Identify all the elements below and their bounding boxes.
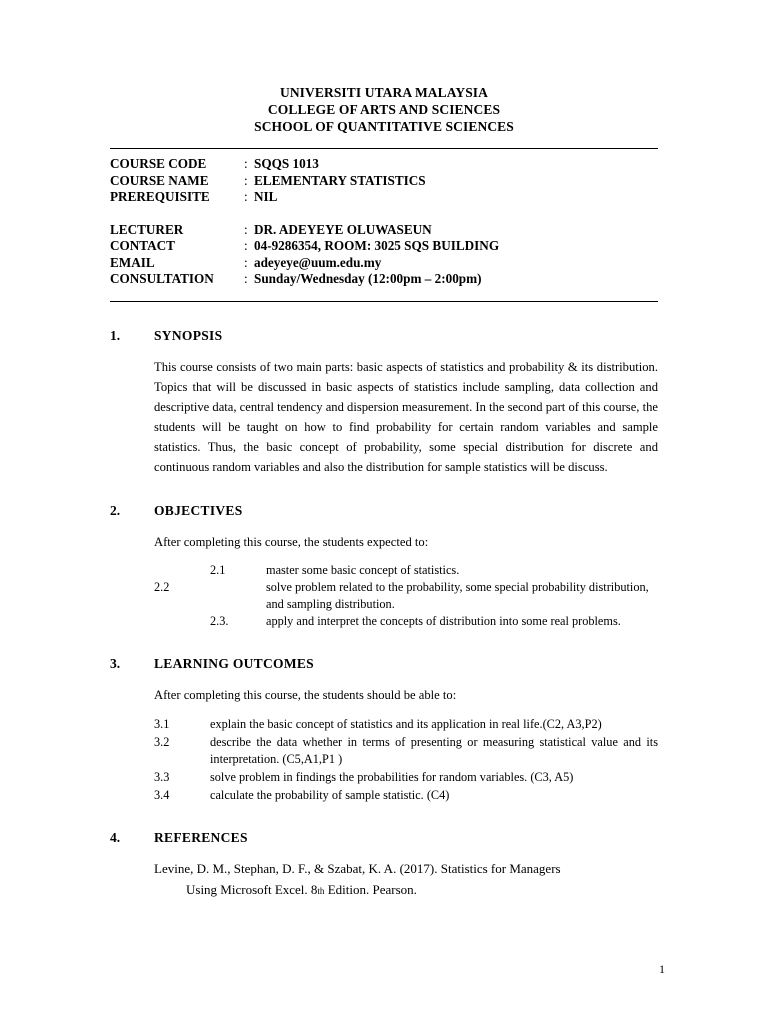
consultation-value: Sunday/Wednesday (12:00pm – 2:00pm) xyxy=(254,271,482,286)
table-row xyxy=(110,238,658,255)
course-info-table xyxy=(110,156,658,206)
prerequisite-separator: : xyxy=(244,189,248,204)
table-row xyxy=(110,255,658,272)
list-item xyxy=(154,769,658,786)
objectives-list xyxy=(154,562,658,630)
objectives-intro: After completing this course, the students expected to: xyxy=(154,534,429,549)
section-heading xyxy=(110,830,658,846)
list-item xyxy=(154,613,658,630)
section-heading xyxy=(110,656,658,672)
contact-value: 04-9286354, ROOM: 3025 SQS BUILDING xyxy=(254,238,500,253)
references-number: 4. xyxy=(110,829,121,845)
lecturer-value: DR. ADEYEYE OLUWASEUN xyxy=(254,221,432,237)
course-code-value: SQQS 1013 xyxy=(254,156,319,171)
section-heading xyxy=(110,503,658,519)
lecturer-label: LECTURER xyxy=(110,221,184,237)
learning-outcomes-list xyxy=(154,716,658,804)
prerequisite-label: PREREQUISITE xyxy=(110,189,210,204)
header-divider-bottom xyxy=(110,301,658,302)
section-objectives xyxy=(110,503,658,630)
objectives-title: OBJECTIVES xyxy=(154,502,243,518)
objective-number: 2.1 xyxy=(210,562,226,577)
learning-outcomes-title: LEARNING OUTCOMES xyxy=(154,655,314,671)
outcome-number: 3.3 xyxy=(154,769,170,784)
reference-line-2 xyxy=(186,879,658,902)
table-row xyxy=(110,271,658,288)
learning-outcomes-number: 3. xyxy=(110,655,121,671)
prerequisite-value: NIL xyxy=(254,189,278,204)
objectives-number: 2. xyxy=(110,502,121,518)
header-school: SCHOOL OF QUANTITATIVE SCIENCES xyxy=(254,119,514,134)
lecturer-separator: : xyxy=(244,221,248,237)
list-item xyxy=(154,716,658,733)
contact-separator: : xyxy=(244,238,248,253)
table-row xyxy=(110,189,658,206)
objective-text: master some basic concept of statistics. xyxy=(266,562,460,577)
synopsis-paragraph: This course consists of two main parts: basic aspects of statistics and probability & its distribution. Topics that will be discussed in basic aspects of statistics include sampling, data collection and descriptive data, central tendency and dispersion measurement. In the second part of this course, the students will be taught on how to find probability for certain random variables and sample statistics. Thus, the basic concept of probability, some special distribution for discrete and continuous random variables and also the distribution for sample statistics will be discuss. xyxy=(154,359,658,474)
contact-info-table xyxy=(110,222,658,288)
table-row xyxy=(110,156,658,173)
consultation-label: CONSULTATION xyxy=(110,271,214,286)
reference-line-1: Levine, D. M., Stephan, D. F., & Szabat, K. A. (2017). Statistics for Managers xyxy=(154,860,561,876)
reference-edition-superscript: th xyxy=(317,885,325,896)
objective-number: 2.3. xyxy=(210,613,229,628)
course-code-label: COURSE CODE xyxy=(110,156,207,171)
header-university: UNIVERSITI UTARA MALAYSIA xyxy=(279,85,489,100)
section-references xyxy=(110,830,658,902)
table-row xyxy=(110,222,658,239)
page-number xyxy=(0,962,768,977)
email-value: adeyeye@uum.edu.my xyxy=(254,254,382,270)
outcome-text: explain the basic concept of statistics and its application in real life.(C2, A3,P2) xyxy=(210,716,602,731)
objective-text: apply and interpret the concepts of distribution into some real problems. xyxy=(266,613,621,628)
section-synopsis xyxy=(110,328,658,477)
header-college: COLLEGE OF ARTS AND SCIENCES xyxy=(267,102,501,117)
references-title: REFERENCES xyxy=(154,829,248,845)
learning-outcomes-intro: After completing this course, the students should be able to: xyxy=(154,687,457,702)
consultation-separator: : xyxy=(244,271,248,286)
course-name-label: COURSE NAME xyxy=(110,172,209,188)
synopsis-title: SYNOPSIS xyxy=(154,327,223,343)
synopsis-number: 1. xyxy=(110,327,121,343)
outcome-text: solve problem in findings the probabilities for random variables. (C3, A5) xyxy=(210,769,574,784)
course-name-separator: : xyxy=(244,172,248,188)
reference-line-2-post: Edition. Pearson. xyxy=(324,881,417,897)
header-divider-top xyxy=(110,148,658,149)
page-number-value: 1 xyxy=(659,962,665,976)
course-code-separator: : xyxy=(244,156,248,171)
contact-label: CONTACT xyxy=(110,238,175,253)
list-item xyxy=(154,562,658,579)
list-item xyxy=(154,734,658,768)
document-body xyxy=(110,84,658,902)
section-heading xyxy=(110,328,658,344)
course-name-value: ELEMENTARY STATISTICS xyxy=(254,172,426,188)
outcome-number: 3.2 xyxy=(154,734,170,749)
outcome-number: 3.4 xyxy=(154,787,170,802)
email-separator: : xyxy=(244,254,248,270)
objective-number: 2.2 xyxy=(154,579,170,594)
list-item xyxy=(154,787,658,804)
outcome-number: 3.1 xyxy=(154,716,170,731)
objective-text: solve problem related to the probability, some special probability distribution, and sampling distribution. xyxy=(266,579,649,611)
outcome-text: calculate the probability of sample statistic. (C4) xyxy=(210,787,450,802)
document-header xyxy=(110,84,658,135)
reference-entry xyxy=(154,858,658,902)
table-row xyxy=(110,173,658,190)
email-label: EMAIL xyxy=(110,254,155,270)
reference-line-2-pre: Using Microsoft Excel. 8 xyxy=(186,881,318,897)
list-item xyxy=(154,579,658,613)
outcome-text: describe the data whether in terms of presenting or measuring statistical value and its interpretation. (C5,A1,P1 ) xyxy=(210,734,658,766)
section-learning-outcomes xyxy=(110,656,658,804)
